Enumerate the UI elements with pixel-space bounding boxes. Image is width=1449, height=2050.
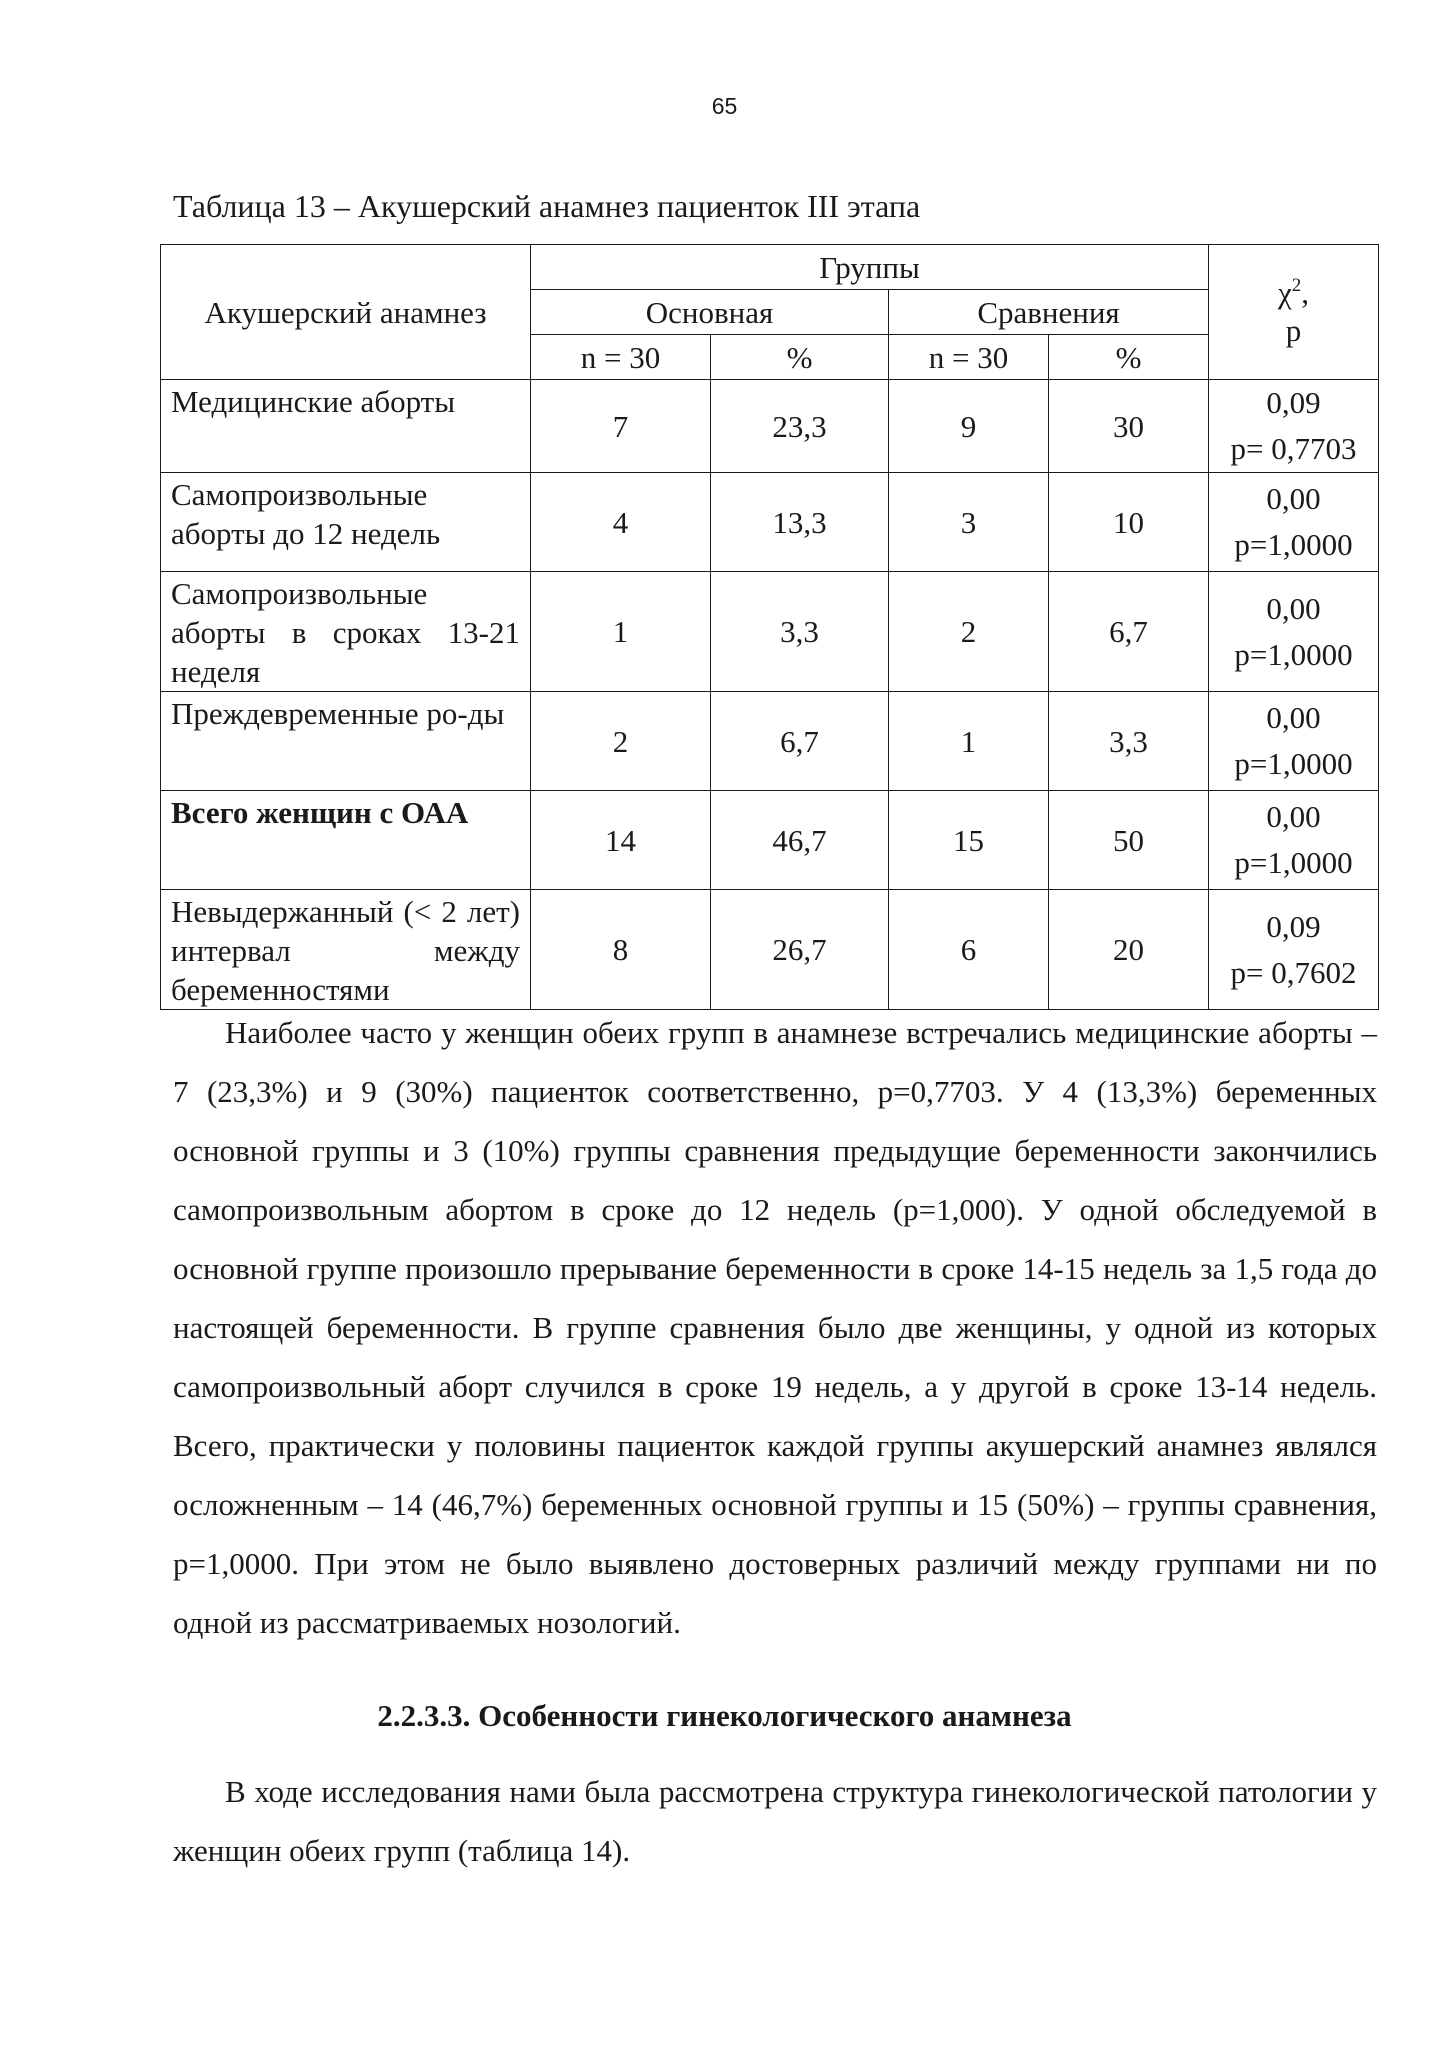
cell-chi-p (1209, 692, 1379, 791)
header-row-label: Акушерский анамнез (161, 245, 531, 380)
cell-pct-main: 6,7 (711, 692, 889, 791)
p-value: р=1,0000 (1234, 527, 1353, 562)
chi-value: 0,09 (1266, 908, 1321, 944)
chi-p-label: р (1285, 313, 1302, 348)
chi-value: 0,09 (1266, 385, 1321, 420)
cell-pct-main: 26,7 (711, 890, 889, 1010)
cell-chi-p (1209, 890, 1379, 1010)
body-paragraph-findings: Наиболее часто у женщин обеих групп в анамнезе встречались медицинские аборты – 7 (23,3%) и 9 (30%) пациенток соответственно, р=0,7703. У 4 (13,3%) беременных основной группы и 3 (10%) группы сравнения предыдущие беременности закончились самопроизвольным абортом в сроке до 12 недель (р=1,000). У одной обследуемой в основной группе произошло прерывание беременности в сроке 14-15 недель за 1,5 года до настоящей беременности. В группе сравнения было две женщины, у одной из которых самопроизвольный аборт случился в сроке 19 недель, а у другой в сроке 13-14 недель. Всего, практически у половины пациенток каждой группы акушерский анамнез являлся осложненным – 14 (46,7%) беременных основной группы и 15 (50%) – группы сравнения, р=1,0000. При этом не было выявлено достоверных различий между группами ни по одной из рассматриваемых нозологий. (173, 1015, 1377, 1640)
row-label: Медицинские аборты (161, 380, 531, 473)
cell-chi-p (1209, 791, 1379, 890)
cell-n-main: 7 (531, 380, 711, 473)
cell-n-compare: 3 (889, 473, 1049, 572)
header-chi-square (1209, 245, 1379, 380)
cell-chi-p (1209, 380, 1379, 473)
cell-n-main: 8 (531, 890, 711, 1010)
cell-chi-p (1209, 473, 1379, 572)
cell-pct-main: 23,3 (711, 380, 889, 473)
cell-n-compare: 6 (889, 890, 1049, 1010)
table-row (161, 572, 1379, 692)
cell-pct-compare: 10 (1049, 473, 1209, 572)
cell-n-compare: 9 (889, 380, 1049, 473)
chi-value: 0,00 (1266, 590, 1321, 626)
page-number: 65 (711, 93, 738, 119)
chi-value: 0,00 (1266, 799, 1321, 834)
p-value: р=1,0000 (1234, 636, 1353, 672)
p-value: р=1,0000 (1234, 746, 1353, 781)
chi-value: 0,00 (1266, 481, 1321, 516)
cell-pct-compare: 50 (1049, 791, 1209, 890)
table-row (161, 473, 1379, 572)
cell-pct-compare: 3,3 (1049, 692, 1209, 791)
cell-n-main: 2 (531, 692, 711, 791)
cell-pct-main: 3,3 (711, 572, 889, 692)
p-value: р= 0,7602 (1230, 954, 1357, 990)
section-heading: 2.2.3.3. Особенности гинекологического анамнеза (377, 1698, 1072, 1733)
table-row (161, 692, 1379, 791)
cell-n-main: 4 (531, 473, 711, 572)
row-label: Самопроизвольные аборты до 12 недель (161, 473, 531, 572)
cell-n-main: 14 (531, 791, 711, 890)
cell-n-compare: 15 (889, 791, 1049, 890)
header-pct-main: % (711, 335, 889, 380)
table-row (161, 890, 1379, 1010)
cell-chi-p (1209, 572, 1379, 692)
body-paragraph-intro: В ходе исследования нами была рассмотрена структура гинекологической патологии у женщин обеих групп (таблица 14). (173, 1774, 1377, 1868)
p-value: р= 0,7703 (1230, 431, 1357, 466)
table-row (161, 791, 1379, 890)
row-label: Невыдержанный (< 2 лет) интервал между беременностями (161, 890, 531, 1010)
row-label: Самопроизвольные аборты в сроках 13-21 неделя (161, 572, 531, 692)
cell-n-compare: 2 (889, 572, 1049, 692)
header-groups: Группы (531, 245, 1209, 290)
table-caption: Таблица 13 – Акушерский анамнез пациенток III этапа (173, 188, 921, 224)
header-group-main: Основная (531, 290, 889, 335)
header-n-main: n = 30 (531, 335, 711, 380)
p-value: р=1,0000 (1234, 845, 1353, 880)
chi-value: 0,00 (1266, 700, 1321, 735)
chi-symbol: χ (1278, 275, 1292, 310)
obstetric-history-table (160, 244, 1378, 1010)
header-group-compare: Сравнения (889, 290, 1209, 335)
cell-pct-compare: 30 (1049, 380, 1209, 473)
row-label: Преждевременные ро-ды (161, 692, 531, 791)
cell-pct-compare: 20 (1049, 890, 1209, 1010)
chi-power: 2 (1291, 275, 1302, 296)
cell-pct-main: 13,3 (711, 473, 889, 572)
cell-pct-compare: 6,7 (1049, 572, 1209, 692)
chi-suffix: , (1301, 275, 1310, 310)
header-n-compare: n = 30 (889, 335, 1049, 380)
row-label-total: Всего женщин с ОАА (161, 791, 531, 890)
table-row (161, 380, 1379, 473)
cell-pct-main: 46,7 (711, 791, 889, 890)
cell-n-main: 1 (531, 572, 711, 692)
cell-n-compare: 1 (889, 692, 1049, 791)
header-pct-compare: % (1049, 335, 1209, 380)
